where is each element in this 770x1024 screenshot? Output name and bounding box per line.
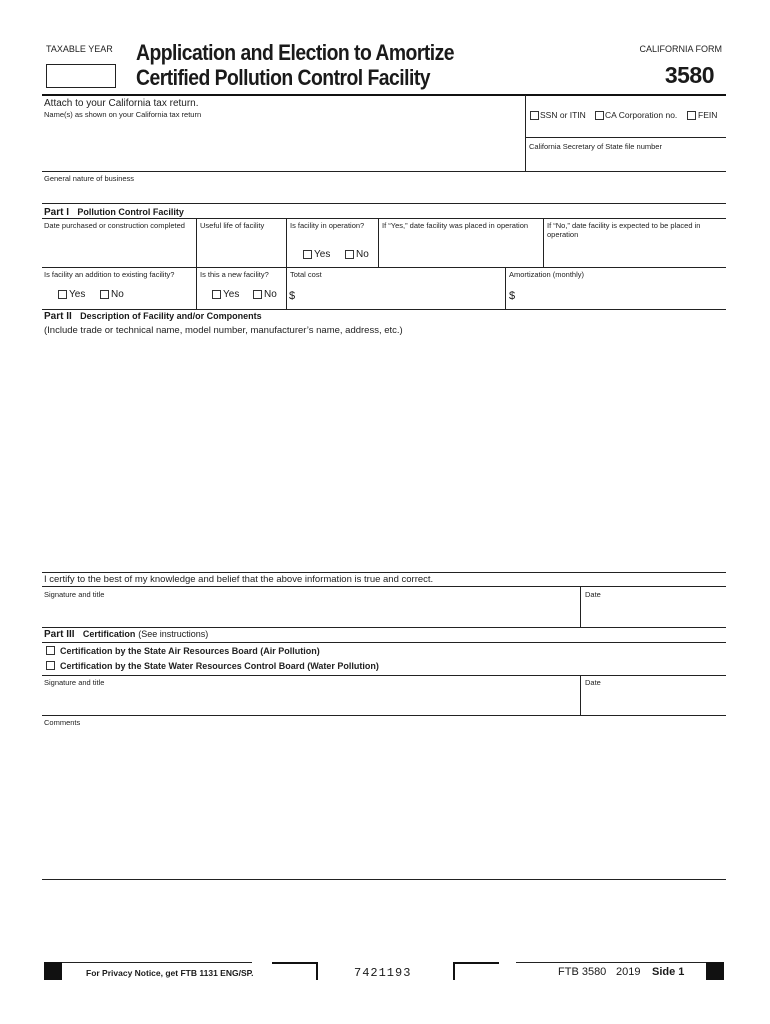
col-divider-2 (286, 218, 287, 268)
col-divider-7 (505, 267, 506, 310)
signature-row-top (42, 586, 726, 587)
total-cost-dollar: $ (289, 290, 296, 302)
footer-rule-right (516, 962, 706, 963)
col-divider-1 (196, 218, 197, 268)
part2-title: Description of Facility and/or Components (80, 311, 262, 321)
part1-title: Pollution Control Facility (77, 207, 184, 217)
col-divider-3 (378, 218, 379, 268)
signature-date-divider (580, 586, 581, 627)
water-cert-label: Certification by the State Water Resources Control Board (Water Pollution) (60, 661, 379, 671)
in-operation-yes-label: Yes (314, 249, 331, 260)
col-divider-6 (286, 267, 287, 310)
california-form-label: CALIFORNIA FORM (639, 44, 722, 54)
part3-date-label: Date (585, 678, 601, 687)
comments-label: Comments (44, 718, 81, 727)
date-purchased-label: Date purchased or construction completed (44, 221, 185, 230)
taxable-year-label: TAXABLE YEAR (46, 44, 113, 54)
new-facility-no-label: No (264, 289, 277, 300)
addition-no-label: No (111, 289, 124, 300)
barcode-number: 7421193 (354, 966, 412, 980)
part2-label: Part II (44, 311, 72, 322)
form-title-line2: Certified Pollution Control Facility (136, 65, 430, 90)
form-title (136, 40, 488, 90)
form-title-line1: Application and Election to Amortize (136, 40, 455, 65)
ca-corp-label: CA Corporation no. (605, 110, 678, 120)
new-facility-no-checkbox[interactable] (253, 290, 262, 299)
identity-divider (525, 95, 526, 172)
part1-label: Part I (44, 207, 70, 218)
footer-rule-left (62, 962, 252, 963)
col-divider-4 (543, 218, 544, 268)
part1-row-rule (42, 267, 726, 268)
if-no-label: If “No,” date facility is expected to be placed in operation (547, 221, 701, 239)
part2-signature-field[interactable] (44, 600, 576, 624)
form-number: 3580 (664, 62, 714, 88)
business-field[interactable] (44, 184, 724, 202)
id-number-line (525, 137, 726, 138)
air-cert-checkbox[interactable] (46, 646, 55, 655)
air-cert-label: Certification by the State Air Resources Board (Air Pollution) (60, 646, 320, 656)
addition-yes-label: Yes (69, 289, 86, 300)
ca-corp-checkbox[interactable] (595, 111, 604, 120)
corner-mark-left (272, 962, 318, 980)
ssn-checkbox[interactable] (530, 111, 539, 120)
footer-side: Side 1 (652, 966, 685, 978)
part3-label: Part III (44, 629, 75, 640)
privacy-notice: For Privacy Notice, get FTB 1131 ENG/SP. (86, 968, 254, 978)
description-field[interactable] (44, 340, 724, 568)
in-operation-no-checkbox[interactable] (345, 250, 354, 259)
taxable-year-field[interactable] (46, 64, 116, 88)
col-divider-5 (196, 267, 197, 310)
part3-date-field[interactable] (585, 688, 723, 712)
header-rule (42, 94, 726, 96)
names-label: Name(s) as shown on your California tax return (44, 110, 202, 119)
addition-no-checkbox[interactable] (100, 290, 109, 299)
part3-heading (44, 628, 208, 641)
if-yes-label: If “Yes,” date facility was placed in operation (382, 221, 529, 230)
part3-title-note: (See instructions) (138, 629, 209, 639)
useful-life-label: Useful life of facility (200, 221, 265, 230)
amortization-field[interactable] (518, 286, 722, 306)
registration-mark-left (44, 962, 62, 980)
attach-note: Attach to your California tax return. (44, 98, 199, 109)
part3-sub-rule (42, 642, 726, 643)
new-facility-yes-checkbox[interactable] (212, 290, 221, 299)
ssn-label: SSN or ITIN (540, 110, 586, 120)
in-operation-label: Is facility in operation? (290, 221, 365, 230)
part3-date-divider (580, 675, 581, 716)
part3-signature-field[interactable] (44, 688, 576, 712)
in-operation-yes-checkbox[interactable] (303, 250, 312, 259)
total-cost-field[interactable] (298, 286, 502, 306)
addition-yes-checkbox[interactable] (58, 290, 67, 299)
row-rule-1 (42, 171, 726, 172)
comments-field[interactable] (44, 730, 724, 876)
part2-date-label: Date (585, 590, 601, 599)
part1-rule (42, 203, 726, 204)
fein-checkbox[interactable] (687, 111, 696, 120)
in-operation-no-label: No (356, 249, 369, 260)
footer-year: 2019 (616, 966, 641, 978)
part2-heading (44, 310, 262, 323)
part2-signature-label: Signature and title (44, 590, 105, 599)
part3-signature-label: Signature and title (44, 678, 105, 687)
names-field[interactable] (44, 120, 524, 170)
business-label: General nature of business (44, 174, 135, 183)
registration-mark-right (706, 962, 724, 980)
part2-subtitle: (Include trade or technical name, model number, manufacturer’s name, address, etc.) (44, 325, 403, 336)
amortization-dollar: $ (509, 290, 516, 302)
corner-mark-right (453, 962, 499, 980)
certify-rule (42, 572, 726, 573)
fein-label: FEIN (698, 110, 718, 120)
new-facility-label: Is this a new facility? (200, 270, 269, 279)
certify-statement: I certify to the best of my knowledge and belief that the above information is true and correct. (44, 574, 434, 585)
part2-date-field[interactable] (585, 600, 723, 624)
water-cert-checkbox[interactable] (46, 661, 55, 670)
comments-rule (42, 715, 726, 716)
addition-label: Is facility an addition to existing facility? (44, 270, 175, 279)
comments-bottom-rule (42, 879, 726, 880)
amortization-label: Amortization (monthly) (509, 270, 585, 279)
new-facility-yes-label: Yes (223, 289, 240, 300)
sos-label: California Secretary of State file number (529, 142, 662, 151)
part3-title: Certification (82, 629, 136, 639)
footer-form-id: FTB 3580 (558, 966, 607, 978)
part1-table-top (42, 218, 726, 219)
part3-signature-row-top (42, 675, 726, 676)
total-cost-label: Total cost (290, 270, 322, 279)
